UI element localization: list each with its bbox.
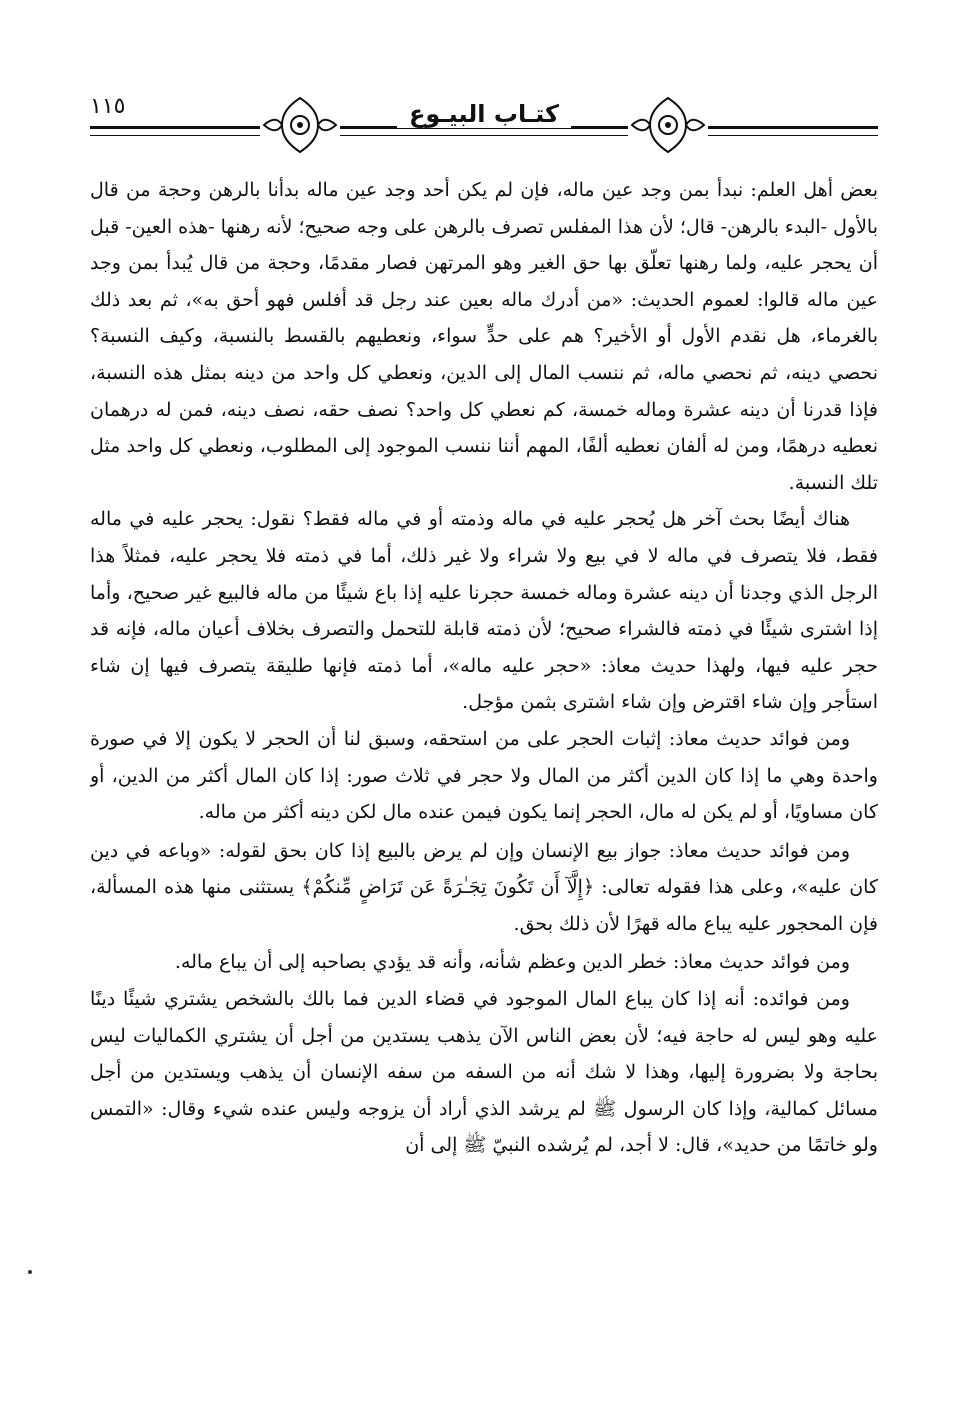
margin-mark bbox=[28, 1270, 32, 1274]
page-title: كتـاب البيـوع bbox=[397, 100, 571, 128]
book-page bbox=[90, 92, 878, 1392]
page-number: ١١٥ bbox=[90, 94, 133, 119]
paragraph: ومن فوائده: أنه إذا كان يباع المال الموجود في قضاء الدين فما بالك بالشخص يشتري شيئًا دينًا عليه وهو ليس له حاجة فيه؛ لأن بعض الناس الآن يذهب يستدين من أجل أن يشتري الكماليات ليس بحاجة ولا بضرورة إليها، وهذا لا شك أنه من السفه من سفه الإنسان أن يذهب ويستدين من أجل مسائل كمالية، وإذا كان الرسول ﷺ لم يرشد الذي أراد أن يزوجه وليس عنده شيء وقال: «التمس ولو خاتمًا من حديد»، قال: لا أجد، لم يُرشده النبيّ ﷺ إلى أن bbox=[90, 988, 878, 1157]
paragraph: بعض أهل العلم: نبدأ بمن وجد عين ماله، فإن لم يكن أحد وجد عين ماله بدأنا بالرهن وحجة من قال بالأول -البدء بالرهن- قال؛ لأن هذا المفلس تصرف بالرهن على وجه صحيح؛ لأنه رهنها -هذه العين- قبل أن يحجر عليه، ولما رهنها تعلّق بها حق الغير وهو المرتهن فصار مقدمًا، وحجة من قال يُبدأ بمن وجد عين ماله قالوا: لعموم الحديث: «من أدرك ماله بعين عند رجل قد أفلس فهو أحق به»، ثم بعد ذلك بالغرماء، هل نقدم الأول أو الأخير؟ هم على حدٍّ سواء، ونعطيهم بالقسط بالنسبة، وكيف النسبة؟ نحصي دينه، ثم نحصي ماله، ثم ننسب المال إلى الدين، ونعطي كل واحد من دينه بمثل هذه النسبة، فإذا قدرنا أن دينه عشرة وماله خمسة، كم نعطي كل واحد؟ نصف حقه، نصف دينه، فمن له درهمان نعطيه درهمًا، ومن له ألفان نعطيه ألفًا، المهم أننا ننسب الموجود إلى المطلوب، ونعطي كل واحد مثل تلك النسبة. bbox=[90, 179, 878, 494]
page-header bbox=[90, 92, 878, 172]
paragraph: هناك أيضًا بحث آخر هل يُحجر عليه في ماله وذمته أو في ماله فقط؟ نقول: يحجر عليه في ماله فقط، فلا يتصرف في ماله لا في بيع ولا شراء ولا غير ذلك، أما في ذمته فلا يحجر عليه، فمثلاً هذا الرجل الذي وجدنا أن دينه عشرة وماله خمسة حجرنا عليه إذا باع شيئًا من ماله فالبيع غير صحيح، وأما إذا اشترى شيئًا في ذمته فالشراء صحيح؛ لأن ذمته قابلة للتحمل والتصرف بخلاف أعيان ماله، فإنه قد حجر عليه فيها، ولهذا حديث معاذ: «حجر عليه ماله»، أما ذمته فإنها طليقة يتصرف فيها إن شاء استأجر وإن شاء اقترض وإن شاء اشترى بثمن مؤجل. bbox=[90, 508, 878, 714]
paragraph: ومن فوائد حديث معاذ: خطر الدين وعظم شأنه، وأنه قد يؤدي بصاحبه إلى أن يباع ماله. bbox=[174, 951, 850, 974]
ornament-icon bbox=[628, 92, 708, 158]
page-body bbox=[90, 172, 878, 1164]
paragraph: ومن فوائد حديث معاذ: إثبات الحجر على من استحقه، وسبق لنا أن الحجر لا يكون إلا في صورة واحدة وهي ما إذا كان الدين أكثر من المال ولا حجر في ثلاث صور: إذا كان المال أكثر من الدين، أو كان مساويًا، أو لم يكن له مال، الحجر إنما يكون فيمن عنده مال لكن دينه أكثر من ماله. bbox=[90, 727, 878, 824]
ornament-icon bbox=[260, 92, 340, 158]
paragraph: ومن فوائد حديث معاذ: جواز بيع الإنسان وإن لم يرض بالبيع إذا كان بحق لقوله: «وباعه في دين كان عليه»، وعلى هذا فقوله تعالى: ﴿إِلَّآ أَن تَكُونَ تِجَـٰرَةً عَن تَرَاضٍ مِّنكُمْ﴾ يستثنى منها هذه المسألة، فإن المحجور عليه يباع ماله قهرًا لأن ذلك بحق. bbox=[90, 839, 878, 935]
